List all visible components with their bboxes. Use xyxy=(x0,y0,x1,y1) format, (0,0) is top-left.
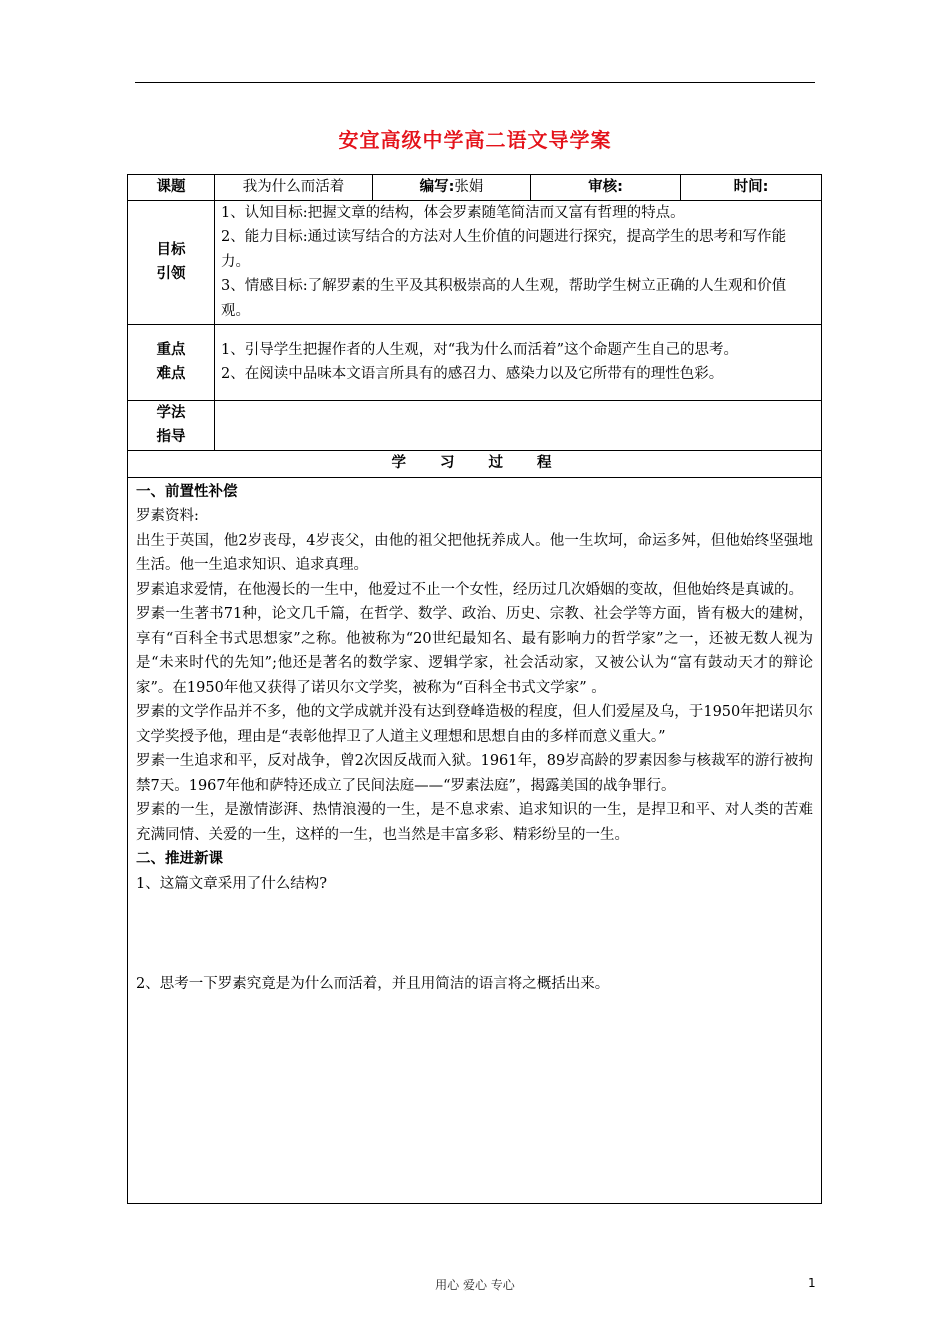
process-body xyxy=(128,477,822,1203)
header-row xyxy=(128,175,822,201)
section2-heading: 二、推进新课 xyxy=(136,851,223,867)
process-title: 学习过程 xyxy=(128,450,822,477)
key-points-content xyxy=(215,324,822,400)
process-body-row xyxy=(128,477,822,1203)
goal-item: 2、能力目标:通过读写结合的方法对人生价值的问题进行探究，提高学生的思考和写作能力。 xyxy=(221,229,787,270)
goal-item: 3、情感目标:了解罗素的生平及其积极崇高的人生观，帮助学生树立正确的人生观和价值观。 xyxy=(221,278,787,319)
author-value: 张娟 xyxy=(454,179,484,195)
goals-content xyxy=(215,200,822,324)
method-label xyxy=(128,400,215,450)
method-row xyxy=(128,400,822,450)
goals-label-line2: 引领 xyxy=(156,266,186,282)
method-label-line2: 指导 xyxy=(156,429,186,445)
time-label: 时间: xyxy=(681,175,822,201)
key-points-label-line1: 重点 xyxy=(156,341,186,358)
section1-paragraph: 罗素的文学作品并不多，他的文学成就并没有达到登峰造极的程度，但人们爱屋及乌，于1950年把诺贝尔文学奖授予他，理由是“表彰他捍卫了人道主义理想和思想自由的多样而意义重大。” xyxy=(136,704,813,745)
page-number: 1 xyxy=(808,1276,816,1290)
key-points-label xyxy=(128,324,215,400)
top-rule xyxy=(135,82,815,83)
key-points-row xyxy=(128,324,822,400)
section1-paragraph: 罗素资料: xyxy=(136,508,199,524)
goals-row xyxy=(128,200,822,324)
key-points-label-line2: 难点 xyxy=(156,366,186,382)
method-label-line1: 学法 xyxy=(156,404,186,421)
author-label: 编写: xyxy=(419,179,455,195)
lesson-plan-table xyxy=(127,174,822,1204)
section1-paragraph: 罗素的一生，是激情澎湃、热情浪漫的一生，是不息求索、追求知识的一生，是捍卫和平、对人类的苦难充满同情、关爱的一生，这样的一生，也当然是丰富多彩、精彩纷呈的一生。 xyxy=(136,802,813,843)
section1-paragraph: 出生于英国，他2岁丧母，4岁丧父，由他的祖父把他抚养成人。他一生坎坷，命运多舛，但他始终坚强地生活。他一生追求知识、追求真理。 xyxy=(136,532,813,573)
footer-text: 用心 爱心 专心 xyxy=(435,1278,515,1292)
topic-label: 课题 xyxy=(128,175,215,201)
process-title-row xyxy=(128,450,822,477)
method-content xyxy=(215,400,822,450)
author-cell xyxy=(373,175,531,201)
key-point-item: 2、在阅读中品味本文语言所具有的感召力、感染力以及它所带有的理性色彩。 xyxy=(221,366,724,382)
goals-label xyxy=(128,200,215,324)
section2-question: 2、思考一下罗素究竟是为什么而活着，并且用简洁的语言将之概括出来。 xyxy=(136,975,610,992)
section1-heading: 一、前置性补偿 xyxy=(136,483,238,500)
goal-item: 1、认知目标:把握文章的结构，体会罗素随笔简洁而又富有哲理的特点。 xyxy=(221,204,685,221)
document-title: 安宜高级中学高二语文导学案 xyxy=(338,128,612,152)
section1-paragraph: 罗素追求爱情，在他漫长的一生中，他爱过不止一个女性，经历过几次婚姻的变故，但他始终是真诚的。 xyxy=(136,581,803,598)
key-point-item: 1、引导学生把握作者的人生观，对“我为什么而活着”这个命题产生自己的思考。 xyxy=(221,341,739,358)
topic-value: 我为什么而活着 xyxy=(215,175,373,201)
review-label: 审核: xyxy=(531,175,681,201)
section1-paragraph: 罗素一生著书71种，论文几千篇，在哲学、数学、政治、历史、宗教、社会学等方面，皆有极大的建树，享有“百科全书式思想家”之称。他被称为“20世纪最知名、最有影响力的哲学家”之一，还被无数人视为是“未来时代的先知”;他还是著名的数学家、逻辑学家，社会活动家，又被公认为“富有鼓动天才的辩论家”。在1950年他又获得了诺贝尔文学奖，被称为“百科全书式文学家” 。 xyxy=(136,606,813,696)
goals-label-line1: 目标 xyxy=(156,241,186,258)
section1-paragraph: 罗素一生追求和平，反对战争，曾2次因反战而入狱。1961年，89岁高龄的罗素因参与核裁军的游行被拘禁7天。1967年他和萨特还成立了民间法庭——“罗素法庭”，揭露美国的战争罪行。 xyxy=(136,753,813,794)
section2-question: 1、这篇文章采用了什么结构? xyxy=(136,875,327,892)
